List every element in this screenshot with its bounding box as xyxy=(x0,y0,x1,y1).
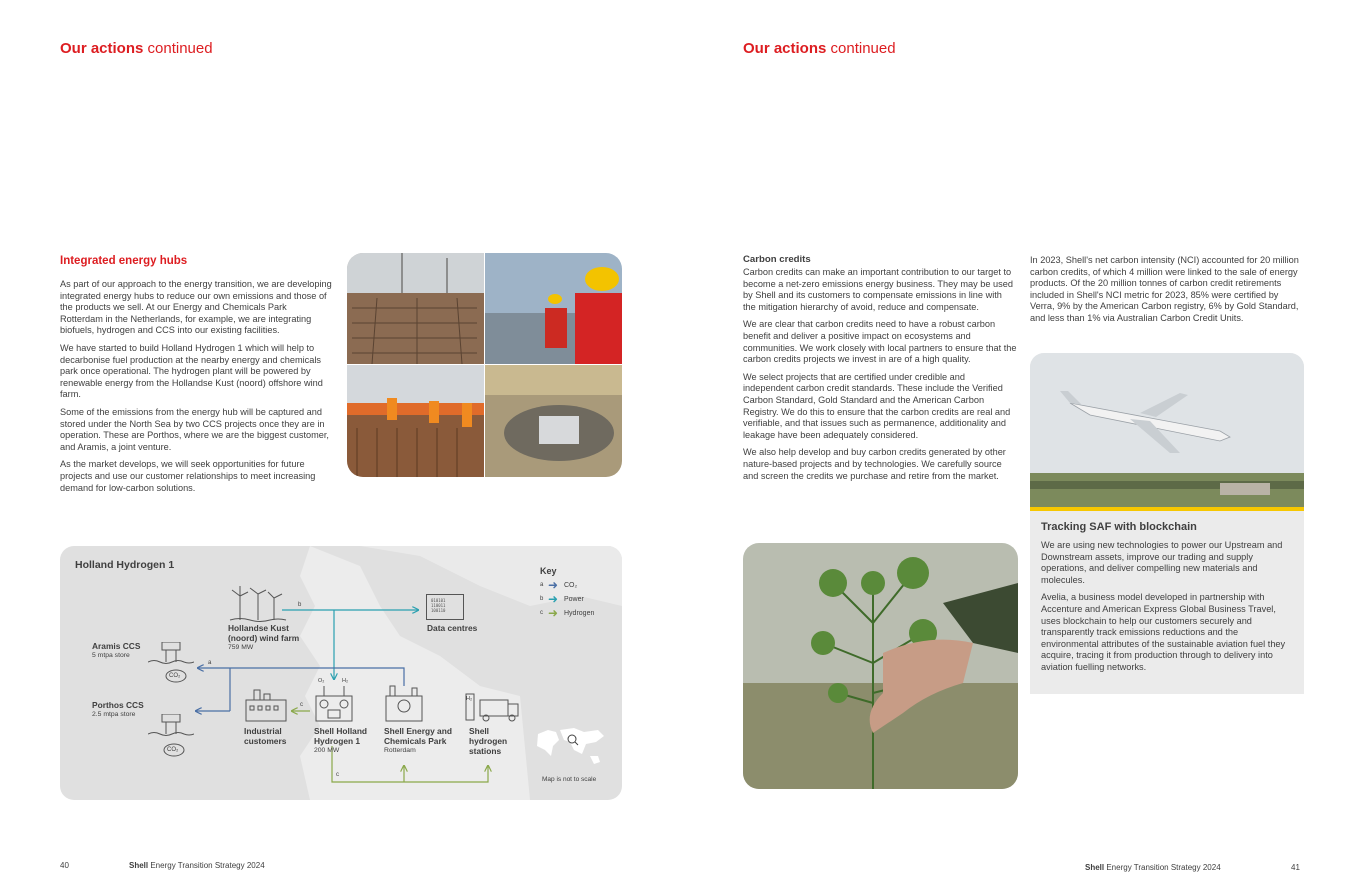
energy-park-line2: Chemicals Park xyxy=(384,736,447,746)
photo-collage-image xyxy=(347,253,622,477)
paragraph: Some of the emissions from the energy hub will be captured and stored under the North Sea by two CCS projects once they are in operation. These are Porthos, where we are the biggest customer, and Aramis, a joint venture. xyxy=(60,406,329,452)
key-letter: b xyxy=(540,596,544,602)
left-page-number: 40 xyxy=(60,861,69,870)
h2-label: H₂ xyxy=(466,696,473,702)
footer-brand: Shell xyxy=(1085,863,1105,872)
header-strong: Our actions xyxy=(743,40,827,57)
right-page-header xyxy=(743,40,896,57)
key-item-co2 xyxy=(540,578,612,592)
nci-paragraph: In 2023, Shell's net carbon intensity (NCI) accounted for 20 million carbon credits, of which 4 million were linked to the sale of energy products. Of the 20 million tonnes of carbon credit retirements included in Shell's NCI metric for 2023, 85% were certified by Verra, 9% by the American Carbon registry, 6% by Gold Standard, and less than 1% via Australian Carbon Credit Units. xyxy=(1030,255,1299,323)
co2-icon-label: CO₂ xyxy=(169,673,181,679)
energy-park-location: Rotterdam xyxy=(384,747,416,754)
left-footer-title xyxy=(129,861,265,870)
paragraph: We also help develop and buy carbon credits generated by other nature-based projects and by technologies. We carefully source and screen the credits we purchase and retire from the market. xyxy=(743,447,1006,481)
left-page-header xyxy=(60,40,213,57)
saf-blockchain-card xyxy=(1030,353,1304,694)
wind-farm-line1: Hollandse Kust xyxy=(228,623,289,633)
paragraph: As part of our approach to the energy transition, we are developing integrated energy hubs to reduce our own emissions and those of the products we sell. At our Energy and Chemicals Park Rotterdam in the Netherlands, for example, we are integrating biofuels, hydrogen and CCS into our existing facilities. xyxy=(60,279,332,336)
wind-farm-label xyxy=(228,623,299,653)
tree-planting-image xyxy=(743,543,1018,789)
key-item-power xyxy=(540,592,612,606)
integrated-energy-hubs-body xyxy=(60,279,332,500)
paragraph: As the market develops, we will seek opportunities for future projects and use our customer relationships to meet increasing demand for low-carbon solutions. xyxy=(60,459,316,493)
paragraph: We are clear that carbon credits need to have a robust carbon benefit and deliver a positive impact on ecosystems and communities. We work closely with local partners to ensure that the carbon credits projects we invest in are of a high quality. xyxy=(743,319,1017,365)
data-centres-label: Data centres xyxy=(427,623,478,633)
hydrogen-stations-label xyxy=(469,726,507,756)
carbon-credits-body xyxy=(743,267,1017,488)
flow-letter-a: a xyxy=(208,660,212,666)
key-letter: a xyxy=(540,582,544,588)
integrated-energy-hubs-title: Integrated energy hubs xyxy=(60,255,188,267)
key-item-hydrogen xyxy=(540,606,612,620)
hh1-capacity: 200 MW xyxy=(314,747,340,754)
h2-label: H₂ xyxy=(342,678,349,684)
energy-park-label xyxy=(384,726,452,756)
saf-title: Tracking SAF with blockchain xyxy=(1041,521,1197,533)
stations-line2: hydrogen xyxy=(469,736,508,746)
key-letter: c xyxy=(540,610,543,616)
key-label: CO₂ xyxy=(564,581,578,589)
industrial-line2: customers xyxy=(244,736,287,746)
hh1-line1: Shell Holland xyxy=(314,726,368,736)
flow-letter-b: b xyxy=(298,602,302,608)
nci-paragraph-block xyxy=(1030,255,1304,331)
factory-icon xyxy=(244,686,288,722)
energy-hub-photo-collage xyxy=(347,253,622,477)
o2-label: O₂ xyxy=(318,678,325,684)
paragraph: We are using new technologies to power our Upstream and Downstream assets, improve our trading and supply operations, and deliver compelling new materials and molecules. xyxy=(1041,540,1283,585)
header-rest: continued xyxy=(826,40,896,57)
refinery-icon xyxy=(384,684,424,722)
data-icon-line: 010101 xyxy=(431,598,446,603)
energy-park-line1: Shell Energy and xyxy=(384,726,452,736)
flow-lines xyxy=(60,546,622,800)
right-footer-title xyxy=(1085,863,1221,872)
wind-farm-line2: (noord) wind farm xyxy=(228,633,300,643)
data-icon-line: 110011 xyxy=(431,603,446,608)
hh1-line2: Hydrogen 1 xyxy=(314,736,361,746)
paragraph: Avelia, a business model developed in partnership with Accenture and American Express Global Business Travel, uses blockchain to help our customers securely and transparently track emissions reductions and the environmental attributes of the sustainable aviation fuel they acquire, tracing it from production through to delivery into aviation fuelling networks. xyxy=(1041,592,1286,672)
map-scale-note: Map is not to scale xyxy=(542,776,597,783)
offshore-platform-icon xyxy=(148,642,194,686)
wind-turbine-icon xyxy=(228,586,288,622)
right-page-number: 41 xyxy=(1291,863,1300,872)
data-icon-line: 100110 xyxy=(431,608,446,613)
arrow-right-icon: ➜ xyxy=(548,592,559,606)
stations-line1: Shell xyxy=(469,726,490,736)
key-label: Power xyxy=(564,595,584,603)
airplane-photo xyxy=(1030,353,1304,511)
industrial-line1: Industrial xyxy=(244,726,282,736)
porthos-capacity: 2.5 mtpa store xyxy=(92,711,136,718)
aramis-name: Aramis CCS xyxy=(92,641,141,651)
stations-line3: stations xyxy=(469,746,502,756)
footer-doc-title: Energy Transition Strategy 2024 xyxy=(148,861,265,870)
header-rest: continued xyxy=(143,40,213,57)
holland-hydrogen-diagram xyxy=(60,546,622,800)
diagram-key xyxy=(540,566,612,620)
hydrogen-truck-icon xyxy=(464,692,522,722)
flow-letter-c: c xyxy=(336,772,339,778)
aramis-capacity: 5 mtpa store xyxy=(92,652,130,659)
wind-farm-capacity: 759 MW xyxy=(228,644,254,651)
key-label: Hydrogen xyxy=(564,609,595,617)
arrow-right-icon: ➜ xyxy=(548,578,559,592)
carbon-credits-title: Carbon credits xyxy=(743,254,811,265)
saf-body xyxy=(1041,540,1297,680)
arrow-right-icon: ➜ xyxy=(548,606,559,620)
paragraph: Carbon credits can make an important contribution to our target to become a net-zero emissions energy business. They may be used by Shell and its customers to compensate emissions in line with the mitigation hierarchy of avoid, reduce and compensate. xyxy=(743,267,1013,312)
flow-letter-c: c xyxy=(300,702,303,708)
aramis-label xyxy=(92,641,140,661)
tree-planting-photo xyxy=(743,543,1018,789)
data-centre-icon xyxy=(426,594,464,620)
holland-hydrogen-label xyxy=(314,726,367,756)
porthos-label xyxy=(92,700,144,720)
footer-doc-title: Energy Transition Strategy 2024 xyxy=(1104,863,1221,872)
key-title: Key xyxy=(540,566,557,576)
paragraph: We have started to build Holland Hydrogen 1 which will help to decarbonise fuel production at the nearby energy and chemicals park once operational. The hydrogen plant will be powered by renewable energy from the Hollandse Kust (noord) offshore wind farm. xyxy=(60,342,323,400)
industrial-customers-label xyxy=(244,726,286,746)
porthos-name: Porthos CCS xyxy=(92,700,144,710)
paragraph: We select projects that are certified under credible and independent carbon credit standards. These include the Verified Carbon Standard, Gold Standard and the American Carbon Registry. We do this to ensure that the carbon credits are real and verifiable, and that issues such as permanence, additionality and leakage have been adequately considered. xyxy=(743,371,1011,440)
co2-icon-label: CO₂ xyxy=(167,747,179,753)
electrolyser-icon xyxy=(314,686,354,722)
footer-brand: Shell xyxy=(129,861,149,870)
diagram-title: Holland Hydrogen 1 xyxy=(75,559,175,571)
header-strong: Our actions xyxy=(60,40,144,57)
